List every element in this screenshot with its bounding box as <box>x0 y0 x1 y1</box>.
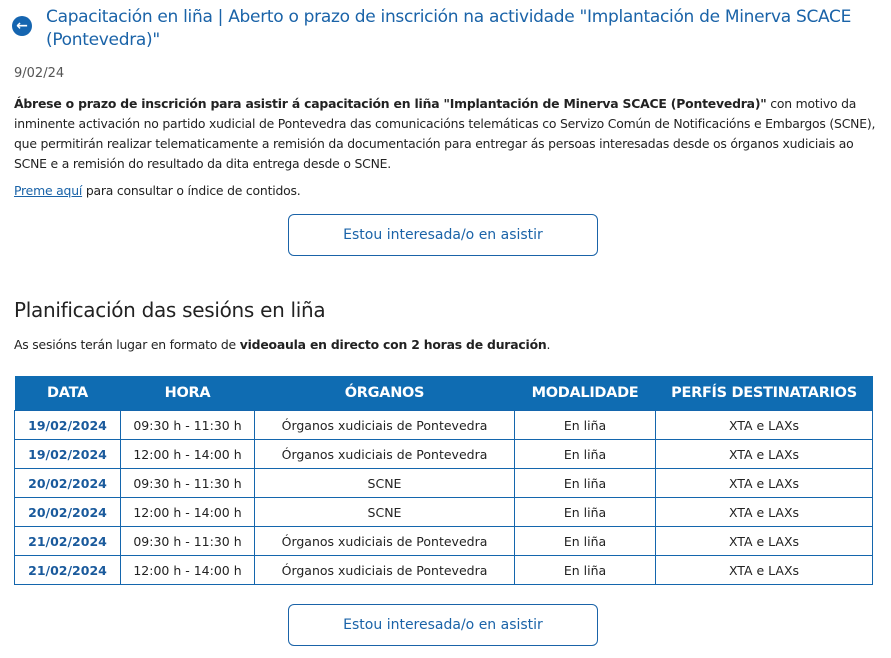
table-cell: 20/02/2024 <box>15 469 121 498</box>
table-row <box>15 556 873 585</box>
table-cell: Órganos xudiciais de Pontevedra <box>255 527 515 556</box>
index-link[interactable]: Preme aquí <box>14 183 83 198</box>
page-title: Capacitación en liña | Aberto o prazo de inscrición na actividade "Implantación de Minerva SCACE (Pontevedra)" <box>46 7 852 50</box>
subtitle-end: . <box>546 337 551 352</box>
table-row <box>15 411 873 440</box>
intro-paragraph <box>14 94 882 174</box>
table-cell: SCNE <box>255 469 515 498</box>
col-header: DATA <box>15 376 121 411</box>
table-cell: XTA e LAXs <box>656 527 873 556</box>
table-cell: En liña <box>515 440 656 469</box>
col-header: HORA <box>121 376 255 411</box>
intro-text: con motivo da inminente activación no partido xudicial de Pontevedra das comunicacións telemáticas co Servizo Común de Notificacións e Embargos (SCNE), que permitirán realizar telematicamente a remisión da documentación para entregar ás persoas interesadas desde os órganos xudiciais ao SCNE e a remisión do resultado da dita entrega desde o SCNE. <box>14 96 876 171</box>
index-line <box>14 183 301 198</box>
table-row <box>15 469 873 498</box>
col-header: MODALIDADE <box>515 376 656 411</box>
table-cell: 09:30 h - 11:30 h <box>121 469 255 498</box>
back-arrow-icon[interactable]: ← <box>12 16 32 36</box>
subtitle-text: As sesións terán lugar en formato de <box>14 337 240 352</box>
table-cell: Órganos xudiciais de Pontevedra <box>255 411 515 440</box>
table-cell: XTA e LAXs <box>656 469 873 498</box>
table-cell: En liña <box>515 469 656 498</box>
subtitle-bold: videoaula en directo con 2 horas de duración <box>239 337 547 352</box>
table-cell: 21/02/2024 <box>15 556 121 585</box>
intro-bold: Ábrese o prazo de inscrición para asistir á capacitación en liña "Implantación de Minerva SCACE (Pontevedra)" <box>14 96 767 111</box>
table-cell: Órganos xudiciais de Pontevedra <box>255 440 515 469</box>
interested-button[interactable]: Estou interesada/o en asistir <box>288 214 598 256</box>
table-cell: Órganos xudiciais de Pontevedra <box>255 556 515 585</box>
table-cell: 20/02/2024 <box>15 498 121 527</box>
sessions-table <box>14 376 873 585</box>
table-cell: XTA e LAXs <box>656 440 873 469</box>
section-subtitle <box>14 337 550 352</box>
table-row <box>15 498 873 527</box>
col-header: PERFÍS DESTINATARIOS <box>656 376 873 411</box>
table-cell: 12:00 h - 14:00 h <box>121 556 255 585</box>
table-cell: XTA e LAXs <box>656 411 873 440</box>
table-cell: XTA e LAXs <box>656 556 873 585</box>
table-cell: En liña <box>515 498 656 527</box>
table-cell: En liña <box>515 527 656 556</box>
table-cell: En liña <box>515 556 656 585</box>
table-cell: 21/02/2024 <box>15 527 121 556</box>
table-cell: 12:00 h - 14:00 h <box>121 498 255 527</box>
table-cell: XTA e LAXs <box>656 498 873 527</box>
interested-button-bottom[interactable]: Estou interesada/o en asistir <box>288 604 598 646</box>
col-header: ÓRGANOS <box>255 376 515 411</box>
table-cell: 09:30 h - 11:30 h <box>121 527 255 556</box>
table-row <box>15 527 873 556</box>
page-header <box>12 6 872 52</box>
index-text: para consultar o índice de contidos. <box>82 183 301 198</box>
section-title: Planificación das sesións en liña <box>14 298 326 322</box>
table-cell: En liña <box>515 411 656 440</box>
table-row <box>15 440 873 469</box>
publish-date: 9/02/24 <box>14 66 65 81</box>
table-cell: 19/02/2024 <box>15 411 121 440</box>
table-cell: 09:30 h - 11:30 h <box>121 411 255 440</box>
table-cell: 19/02/2024 <box>15 440 121 469</box>
table-cell: SCNE <box>255 498 515 527</box>
table-cell: 12:00 h - 14:00 h <box>121 440 255 469</box>
